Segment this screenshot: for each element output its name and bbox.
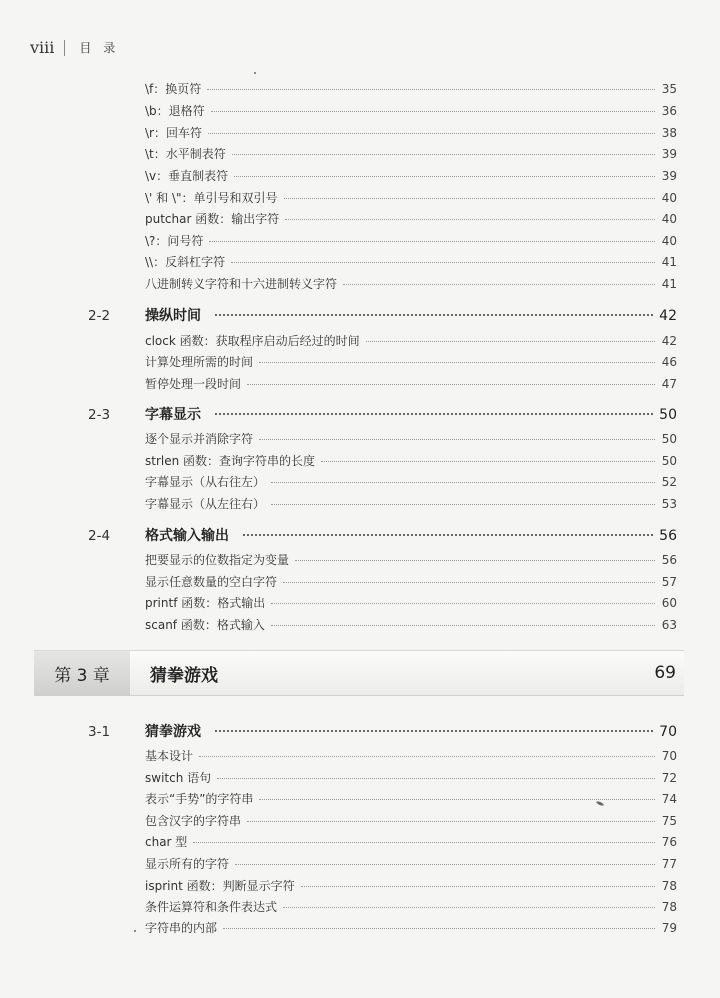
toc-entry[interactable] <box>145 167 677 184</box>
dot-leader <box>285 218 655 220</box>
entry-title: \r：回车符 <box>145 126 202 140</box>
toc-entry[interactable] <box>145 375 677 392</box>
entry-title: 包含汉字的字符串 <box>145 814 242 828</box>
entry-page: 50 <box>661 432 677 446</box>
entry-title: \' 和 \"：单引号和双引号 <box>145 191 278 205</box>
page-number: viii <box>30 38 55 57</box>
toc-entry[interactable] <box>145 275 677 292</box>
toc-entry[interactable] <box>145 353 677 370</box>
toc-entry[interactable] <box>145 80 677 97</box>
entry-page: 56 <box>661 553 677 567</box>
entry-title: 基本设计 <box>145 749 194 763</box>
entry-page: 78 <box>661 900 677 914</box>
section-number: 2-3 <box>88 407 111 423</box>
entry-title: printf 函数：格式输出 <box>145 596 266 610</box>
entry-page: 39 <box>661 169 677 183</box>
dot-leader <box>284 197 655 199</box>
section-page: 56 <box>659 528 677 544</box>
toc-entry[interactable] <box>145 898 677 915</box>
toc-entry[interactable] <box>145 210 677 227</box>
chapter-page: 69 <box>654 663 676 683</box>
entry-page: 60 <box>661 596 677 610</box>
entry-title: 逐个显示并消除字符 <box>145 432 254 446</box>
section-title: 格式输入输出 <box>145 528 229 544</box>
section-number: 2-2 <box>88 308 111 324</box>
dot-leader <box>295 559 655 561</box>
dot-leader <box>259 361 655 363</box>
dot-leader <box>208 132 655 134</box>
entry-title: isprint 函数：判断显示字符 <box>145 879 295 893</box>
dot-leader <box>259 438 655 440</box>
entry-page: 40 <box>661 191 677 205</box>
entry-title: scanf 函数：格式输入 <box>145 618 265 632</box>
entry-page: 38 <box>661 126 677 140</box>
dot-leader <box>271 481 655 483</box>
entry-title: 把要显示的位数指定为变量 <box>145 553 290 567</box>
dot-leader <box>271 624 655 626</box>
dot-leader <box>193 841 655 843</box>
entry-title: \t：水平制表符 <box>145 147 226 161</box>
dot-leader <box>301 885 655 887</box>
section-page: 42 <box>659 308 677 324</box>
toc-entry[interactable] <box>145 232 677 249</box>
entry-page: 79 <box>661 921 677 935</box>
section-page: 70 <box>659 724 677 740</box>
toc-section-heading[interactable] <box>88 305 677 325</box>
entry-page: 57 <box>661 575 677 589</box>
entry-page: 47 <box>661 377 677 391</box>
dot-leader <box>366 340 655 342</box>
entry-page: 53 <box>661 497 677 511</box>
dot-leader <box>259 798 655 800</box>
entry-page: 78 <box>661 879 677 893</box>
dot-leader <box>215 313 653 316</box>
entry-title: 条件运算符和条件表达式 <box>145 900 278 914</box>
entry-page: 39 <box>661 147 677 161</box>
toc-entry[interactable] <box>145 332 677 349</box>
entry-title: \?：问号符 <box>145 234 204 248</box>
dot-leader <box>271 602 655 604</box>
dot-leader <box>211 110 655 112</box>
section-number: 2-4 <box>88 528 111 544</box>
dot-leader <box>231 261 655 263</box>
entry-page: 77 <box>661 857 677 871</box>
dot-leader <box>283 906 655 908</box>
entry-page: 36 <box>661 104 677 118</box>
scan-speck <box>254 72 256 74</box>
toc-entry[interactable] <box>145 616 677 633</box>
entry-title: strlen 函数：查询字符串的长度 <box>145 454 316 468</box>
dot-leader <box>235 863 655 865</box>
entry-title: 字幕显示（从右往左） <box>145 475 266 489</box>
toc-entry[interactable] <box>145 812 677 829</box>
entry-page: 52 <box>661 475 677 489</box>
entry-title: 计算处理所需的时间 <box>145 355 254 369</box>
toc-entry[interactable] <box>145 430 677 447</box>
dot-leader <box>223 927 655 929</box>
toc-entry[interactable] <box>145 877 677 894</box>
section-number: 3-1 <box>88 724 111 740</box>
dot-leader <box>271 503 655 505</box>
dot-leader <box>283 581 655 583</box>
dot-leader <box>247 383 655 385</box>
toc-entry[interactable] <box>145 102 677 119</box>
scan-speck <box>134 930 136 932</box>
entry-page: 42 <box>661 334 677 348</box>
entry-title: 暂停处理一段时间 <box>145 377 242 391</box>
entry-title: \v：垂直制表符 <box>145 169 229 183</box>
section-page: 50 <box>659 407 677 423</box>
entry-page: 74 <box>661 792 677 806</box>
page-header <box>30 38 119 57</box>
entry-title: 显示所有的字符 <box>145 857 230 871</box>
dot-leader <box>207 88 655 90</box>
dot-leader <box>247 820 655 822</box>
entry-title: 字符串的内部 <box>145 921 218 935</box>
toc-entry[interactable] <box>145 594 677 611</box>
toc-section-heading[interactable] <box>88 721 677 741</box>
dot-leader <box>232 153 655 155</box>
entry-title: \\：反斜杠字符 <box>145 255 226 269</box>
dot-leader <box>209 240 655 242</box>
chapter-banner[interactable] <box>34 650 684 696</box>
chapter-title: 猜拳游戏 <box>150 665 218 686</box>
toc-entry[interactable] <box>145 919 677 936</box>
dot-leader <box>343 283 655 285</box>
toc-entry[interactable] <box>145 833 677 850</box>
entry-page: 41 <box>661 255 677 269</box>
entry-title: 表示“手势”的字符串 <box>145 792 254 806</box>
dot-leader <box>215 412 653 415</box>
entry-title: switch 语句 <box>145 771 212 785</box>
entry-title: putchar 函数：输出字符 <box>145 212 280 226</box>
entry-title: 八进制转义字符和十六进制转义字符 <box>145 277 338 291</box>
dot-leader <box>215 729 653 732</box>
entry-title: 显示任意数量的空白字符 <box>145 575 278 589</box>
toc-section-heading[interactable] <box>88 525 677 545</box>
toc-entry[interactable] <box>145 573 677 590</box>
entry-page: 75 <box>661 814 677 828</box>
dot-leader <box>243 533 653 536</box>
entry-title: char 型 <box>145 835 188 849</box>
entry-page: 46 <box>661 355 677 369</box>
entry-title: \b：退格符 <box>145 104 205 118</box>
toc-entry[interactable] <box>145 473 677 490</box>
header-divider <box>64 40 65 56</box>
toc-entry[interactable] <box>145 747 677 764</box>
toc-entry[interactable] <box>145 189 677 206</box>
toc-entry[interactable] <box>145 769 677 786</box>
section-title: 操纵时间 <box>145 308 201 324</box>
entry-page: 76 <box>661 835 677 849</box>
dot-leader <box>321 460 655 462</box>
toc-entry[interactable] <box>145 855 677 872</box>
entry-title: \f：换页符 <box>145 82 202 96</box>
toc-entry[interactable] <box>145 495 677 512</box>
entry-title: 字幕显示（从左往右） <box>145 497 266 511</box>
entry-page: 72 <box>661 771 677 785</box>
toc-entry[interactable] <box>145 253 677 270</box>
chapter-label: 第 3 章 <box>34 651 130 695</box>
toc-entry[interactable] <box>145 124 677 141</box>
section-title: 猜拳游戏 <box>145 724 201 740</box>
entry-page: 70 <box>661 749 677 763</box>
header-title: 目 录 <box>79 41 120 55</box>
entry-page: 35 <box>661 82 677 96</box>
toc-section-heading[interactable] <box>88 404 677 424</box>
entry-page: 50 <box>661 454 677 468</box>
toc-entry[interactable] <box>145 551 677 568</box>
dot-leader <box>234 175 655 177</box>
entry-page: 41 <box>661 277 677 291</box>
toc-entry[interactable] <box>145 452 677 469</box>
entry-page: 63 <box>661 618 677 632</box>
entry-title: clock 函数：获取程序启动后经过的时间 <box>145 334 360 348</box>
section-title: 字幕显示 <box>145 407 201 423</box>
dot-leader <box>199 755 655 757</box>
entry-page: 40 <box>661 212 677 226</box>
dot-leader <box>217 777 655 779</box>
toc-entry[interactable] <box>145 790 677 807</box>
toc-entry[interactable] <box>145 145 677 162</box>
entry-page: 40 <box>661 234 677 248</box>
